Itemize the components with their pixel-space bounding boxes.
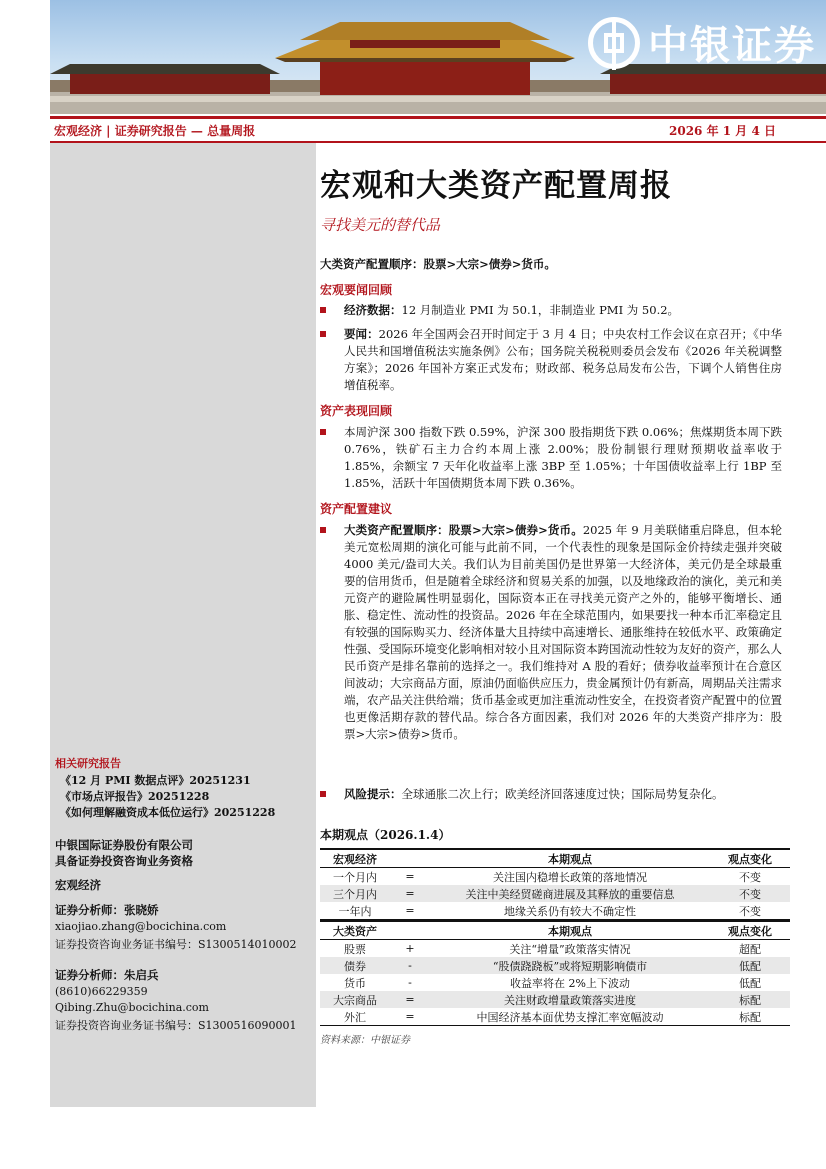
- table-row: 三个月内 = 关注中美经贸磋商进展及其释放的重要信息 不变: [320, 885, 790, 902]
- analyst-2-email[interactable]: Qibing.Zhu@bocichina.com: [55, 1001, 209, 1014]
- view-table-title: 本期观点（2026.1.4）: [320, 828, 451, 842]
- report-subtitle: 寻找美元的替代品: [320, 216, 441, 234]
- table-row: 一年内 = 地缘关系仍有较大不确定性 不变: [320, 902, 790, 920]
- related-report-3[interactable]: 《如何理解融资成本低位运行》20251228: [60, 806, 276, 819]
- table-header: [390, 921, 430, 940]
- analyst-1-cert: 证券投资咨询业务证书编号：S1300514010002: [55, 938, 297, 951]
- analyst-1-email[interactable]: xiaojiao.zhang@bocichina.com: [55, 920, 227, 933]
- header-banner: [50, 0, 826, 114]
- brand-logo: [588, 14, 816, 71]
- table-row: 大宗商品 = 关注财政增量政策落实进度 标配: [320, 991, 790, 1008]
- section-allocation-heading: 资产配置建议: [320, 502, 393, 516]
- allocation-lead: 大类资产配置顺序：股票>大宗>债券>货币。: [320, 257, 556, 271]
- report-title: 宏观和大类资产配置周报: [320, 168, 672, 204]
- table-header: 本期观点: [430, 921, 710, 940]
- sector: 宏观经济: [55, 878, 101, 892]
- analyst-1-title: 证券分析师：张晓娇: [55, 903, 159, 917]
- report-date: 2026 年 1 月 4 日: [669, 124, 776, 138]
- table-row: 债券 - “股债跷跷板”或将短期影响债市 低配: [320, 957, 790, 974]
- macro-view-table: [320, 848, 790, 920]
- bullet-square-icon: [320, 791, 326, 797]
- analyst-2-cert: 证券投资咨询业务证书编号：S1300516090001: [55, 1019, 297, 1032]
- asset-view-table: [320, 920, 790, 1026]
- related-reports-title: 相关研究报告: [55, 757, 121, 770]
- analyst-2-title: 证券分析师：朱启兵: [55, 968, 159, 982]
- table-header: 本期观点: [430, 849, 710, 868]
- section-macro-news-heading: 宏观要闻回顾: [320, 283, 393, 297]
- table-header: 宏观经济: [320, 849, 390, 868]
- macro-news-item-1: 经济数据：12 月制造业 PMI 为 50.1，非制造业 PMI 为 50.2。: [320, 302, 782, 319]
- asset-review-item-1: 本周沪深 300 指数下跌 0.59%，沪深 300 股指期货下跌 0.06%；焦煤期货本周下跌 0.76%，铁矿石主力合约本周上涨 2.00%；股份制银行理财预期收益率收于 1.85%，余额宝 7 天年化收益率上涨 3BP 至 1.05%；十年国债收益率上行 1BP 至 1.85%，活跃十年国债期货本周下跌 0.36%。: [320, 424, 782, 492]
- report-category: 宏观经济 | 证券研究报告 — 总量周报: [54, 124, 256, 138]
- related-report-2[interactable]: 《市场点评报告》20251228: [60, 790, 210, 803]
- table-row: 外汇 = 中国经济基本面优势支撑汇率宽幅波动 标配: [320, 1008, 790, 1026]
- boc-logo-icon: [588, 17, 640, 69]
- table-row: 货币 - 收益率将在 2%上下波动 低配: [344, 976, 761, 990]
- brand-name: 中银证券: [648, 23, 816, 69]
- qualification: 具备证券投资咨询业务资格: [55, 854, 193, 868]
- table-header: 观点变化: [710, 921, 790, 940]
- category-bar: [50, 116, 826, 143]
- source-note: 资料来源：中银证券: [320, 1035, 410, 1046]
- bullet-square-icon: [320, 331, 326, 337]
- table-row: 一个月内 = 关注国内稳增长政策的落地情况 不变: [333, 870, 761, 884]
- table-row: 股票 + 关注“增量”政策落实情况 超配: [344, 942, 761, 956]
- macro-news-item-2: 要闻：2026 年全国两会召开时间定于 3 月 4 日；中央农村工作会议在京召开；《中华人民共和国增值税法实施条例》公布；国务院关税税则委员会发布《2026 年关税调整方案》；2026 年国补方案正式发布；财政部、税务总局发布公告，下调个人销售住房增值税率。: [320, 326, 782, 394]
- related-report-1[interactable]: 《12 月 PMI 数据点评》20251231: [60, 774, 251, 787]
- allocation-item-1: 大类资产配置顺序：股票>大宗>债券>货币。2025 年 9 月美联储重启降息，但本轮美元宽松周期的演化可能与此前不同，一个代表性的现象是国际金价持续走强并突破 4000 美元/盎司大关。我们认为目前美国仍是世界第一大经济体，美元仍是全球最重要的信用货币，但是随着全球经济和贸易关系的加强，以及地缘政治的演化，美元和美元资产的避险属性明显弱化，国际资本正在寻找美元资产之外的，能够平衡增长、通胀、稳定性、流动性的投资品。2026 年在全球范围内，如果要找一种本币汇率稳定且有较强的国际购买力、经济体量大且持续中高速增长、通胀维持在较低水平、政策确定性强、受国际环境变化影响相对较小且对国际资本跨国流动性较为友好的资产，那么人民币资产是排名靠前的选择之一。我们维持对 A 股的看好；债券收益率预计在合意区间波动；大宗商品方面，原油仍面临供应压力，贵金属预计仍有新高，周期品关注需求端，农产品关注供给端；货币基金或更加注重流动性安全，在投资者资产配置中的位置也更像活期存款的替代品。综合各方面因素，我们对 2026 年的大类资产排序为：股票>大宗>债券>货币。: [320, 522, 782, 743]
- sidebar: [50, 143, 316, 1107]
- company-name: 中银国际证券股份有限公司: [55, 838, 193, 852]
- bullet-square-icon: [320, 527, 326, 533]
- bullet-square-icon: [320, 429, 326, 435]
- table-header: 大类资产: [320, 921, 390, 940]
- analyst-2-phone: (8610)66229359: [55, 985, 148, 998]
- table-header: [390, 849, 430, 868]
- section-asset-review-heading: 资产表现回顾: [320, 404, 393, 418]
- table-header: 观点变化: [710, 849, 790, 868]
- bullet-square-icon: [320, 307, 326, 313]
- allocation-item-2: 风险提示：全球通胀二次上行；欧美经济回落速度过快；国际局势复杂化。: [320, 786, 782, 803]
